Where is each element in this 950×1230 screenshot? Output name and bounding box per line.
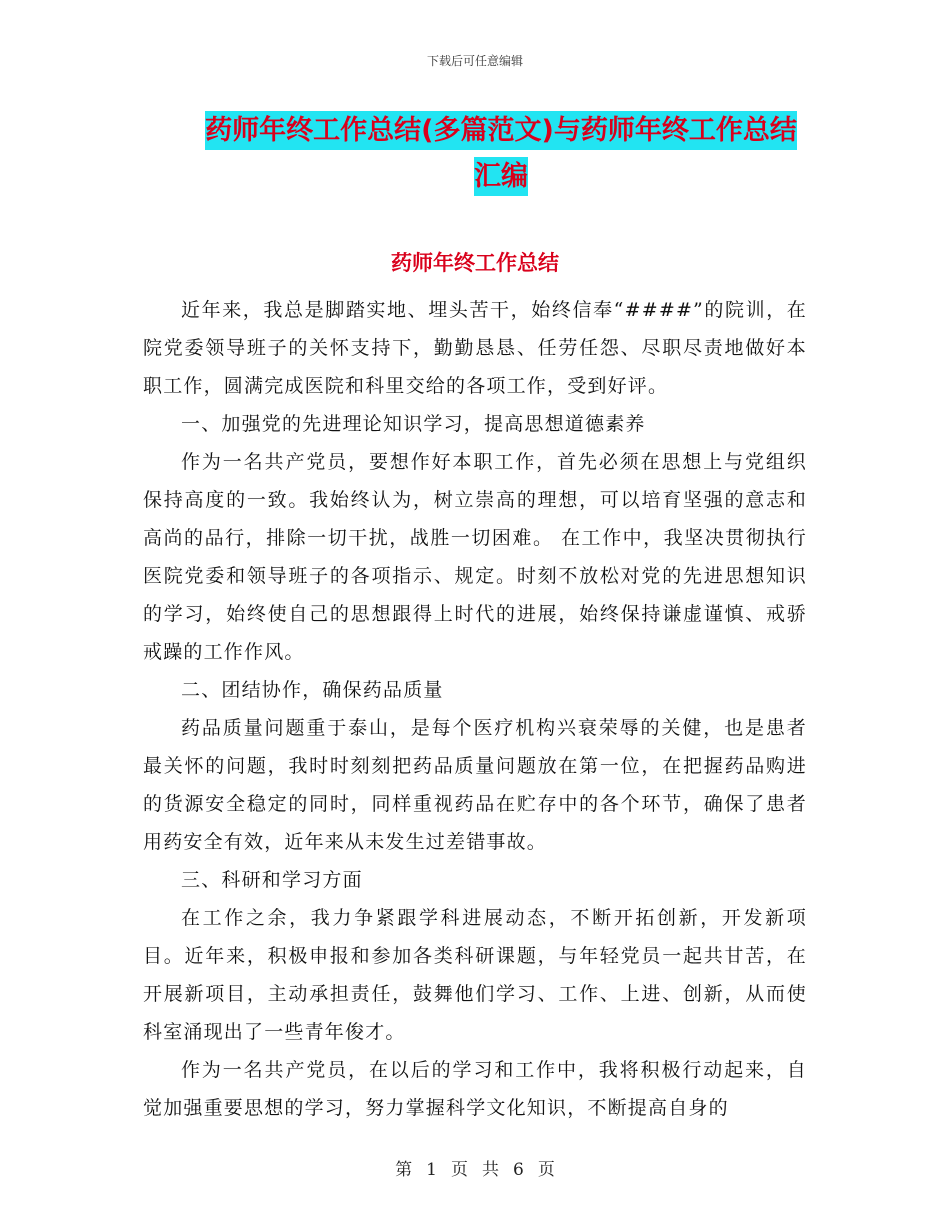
footer-total-label: 共 bbox=[482, 1160, 499, 1180]
footer-page-label: 页 bbox=[451, 1160, 468, 1180]
heading-two: 二、团结协作，确保药品质量 bbox=[181, 679, 444, 701]
paragraph-four: 作为一名共产党员，在以后的学习和工作中，我将积极行动起来，自觉加强重要思想的学习，努力掌握科学文化知识，不断提高自身的 bbox=[143, 1059, 807, 1119]
download-note: 下载后可任意编辑 bbox=[426, 54, 523, 68]
paragraph-three: 在工作之余，我力争紧跟学科进展动态，不断开拓创新，开发新项目。近年来，积极申报和参加各类科研课题，与年轻党员一起共甘苦，在开展新项目，主动承担责任，鼓舞他们学习、工作、上进、创新，从而使科室涌现出了一些青年俊才。 bbox=[143, 907, 807, 1043]
document-title bbox=[192, 108, 810, 200]
paragraph-one: 作为一名共产党员，要想作好本职工作，首先必须在思想上与党组织保持高度的一致。我始终认为，树立崇高的理想，可以培育坚强的意志和高尚的品行，排除一切干扰，战胜一切困难。 在工作中，我坚决贯彻执行医院党委和领导班子的各项指示、规定。时刻不放松对党的先进思想知识的学习，始终使自己的思想跟得上时代的进展，始终保持谦虚谨慎、戒骄戒躁的工作作风。 bbox=[143, 451, 807, 663]
total-pages-number: 6 bbox=[513, 1160, 524, 1180]
current-page-number: 1 bbox=[426, 1160, 437, 1180]
document-body bbox=[143, 291, 807, 1127]
footer-prefix: 第 bbox=[395, 1160, 413, 1180]
page-footer bbox=[0, 1155, 950, 1180]
heading-one: 一、加强党的先进理论知识学习，提高思想道德素养 bbox=[181, 413, 646, 435]
footer-suffix: 页 bbox=[537, 1160, 555, 1180]
document-title-highlight: 药师年终工作总结(多篇范文)与药师年终工作总结汇编 bbox=[205, 111, 797, 196]
section-title: 药师年终工作总结 bbox=[391, 251, 559, 275]
paragraph-intro: 近年来，我总是脚踏实地、埋头苦干，始终信奉“####”的院训，在院党委领导班子的关怀支持下，勤勤恳恳、任劳任怨、尽职尽责地做好本职工作，圆满完成医院和科里交给的各项工作，受到好评。 bbox=[143, 299, 807, 397]
heading-three: 三、科研和学习方面 bbox=[181, 869, 363, 891]
paragraph-two: 药品质量问题重于泰山，是每个医疗机构兴衰荣辱的关健，也是患者最关怀的问题，我时时刻刻把药品质量问题放在第一位，在把握药品购进的货源安全稳定的同时，同样重视药品在贮存中的各个环节，确保了患者用药安全有效，近年来从未发生过差错事故。 bbox=[143, 717, 807, 853]
